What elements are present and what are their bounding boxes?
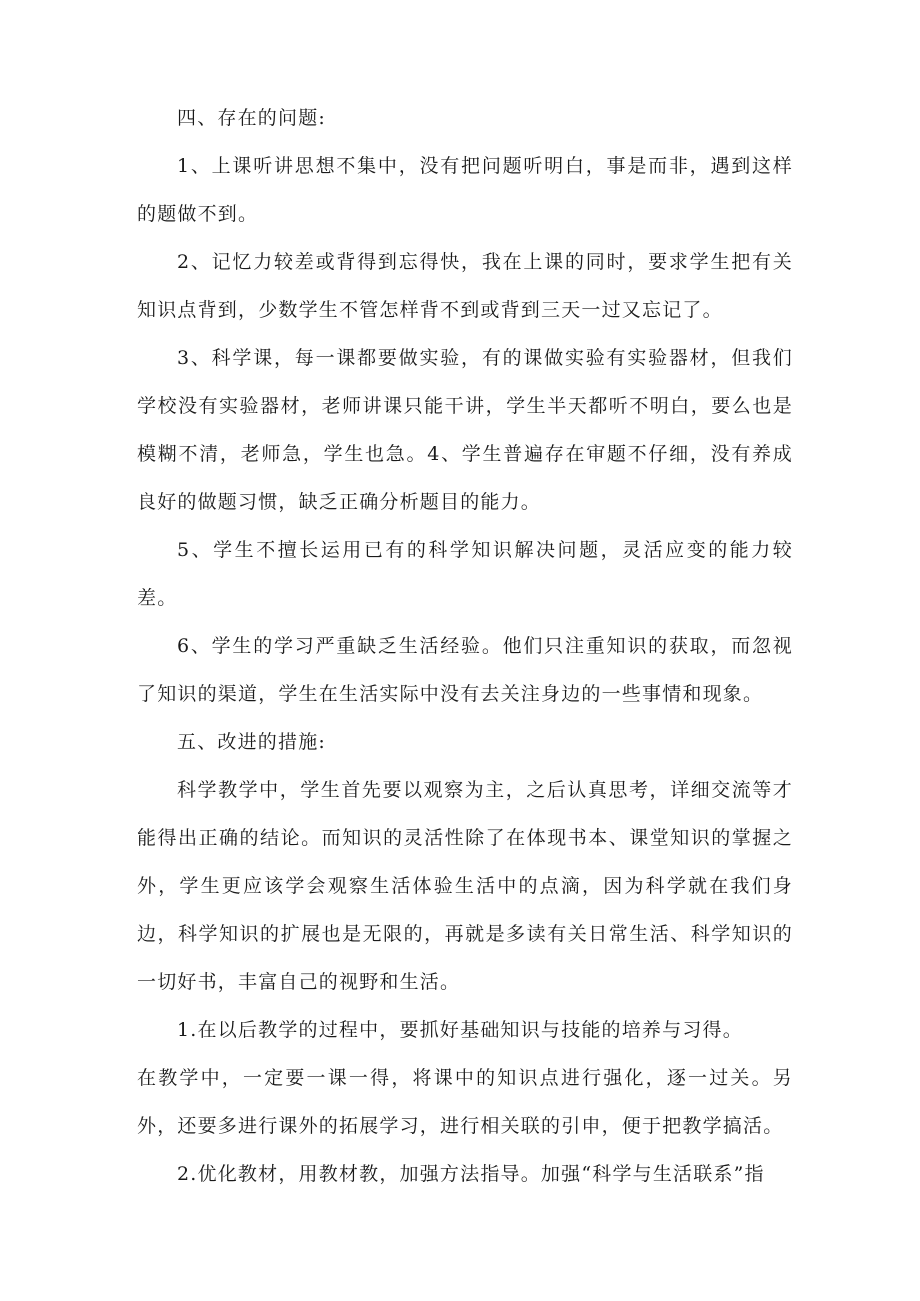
paragraph-problem-5: 5、学生不擅长运用已有的科学知识解决问题，灵活应变的能力较差。 <box>137 539 793 609</box>
section-heading-improvements: 五、改进的措施: <box>177 731 327 753</box>
paragraph-problem-2: 2、记忆力较差或背得到忘得快，我在上课的同时，要求学生把有关知识点背到，少数学生不管怎样背不到或背到三天一过又忘记了。 <box>137 251 793 321</box>
document-body <box>137 94 793 1198</box>
paragraph-measure-1-detail: 在教学中，一定要一课一得，将课中的知识点进行强化，逐一过关。另外，还要多进行课外的拓展学习，进行相关联的引申，便于把教学搞活。 <box>137 1067 793 1137</box>
section-heading-problems: 四、存在的问题: <box>177 107 327 129</box>
paragraph-measure-2: 2.优化教材，用教材教，加强方法指导。加强“科学与生活联系”指 <box>177 1163 765 1185</box>
paragraph-problem-3-4: 3、科学课，每一课都要做实验，有的课做实验有实验器材，但我们学校没有实验器材，老师讲课只能干讲，学生半天都听不明白，要么也是模糊不清，老师急，学生也急。4、学生普遍存在审题不仔细，没有养成良好的做题习惯，缺乏正确分析题目的能力。 <box>137 347 793 513</box>
paragraph-problem-6: 6、学生的学习严重缺乏生活经验。他们只注重知识的获取，而忽视了知识的渠道，学生在生活实际中没有去关注身边的一些事情和现象。 <box>137 635 793 705</box>
paragraph-problem-1: 1、上课听讲思想不集中，没有把问题听明白，事是而非，遇到这样的题做不到。 <box>137 155 793 225</box>
paragraph-improvement-intro: 科学教学中，学生首先要以观察为主，之后认真思考，详细交流等才能得出正确的结论。而知识的灵活性除了在体现书本、课堂知识的掌握之外，学生更应该学会观察生活体验生活中的点滴，因为科学就在我们身边，科学知识的扩展也是无限的，再就是多读有关日常生活、科学知识的一切好书，丰富自己的视野和生活。 <box>137 779 793 993</box>
paragraph-measure-1: 1.在以后教学的过程中，要抓好基础知识与技能的培养与习得。 <box>177 1019 743 1041</box>
